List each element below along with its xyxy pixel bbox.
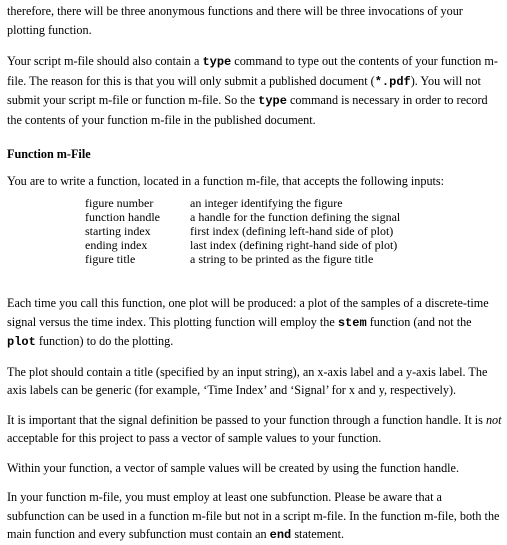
input-desc: last index (defining right-hand side of plot) xyxy=(190,238,398,252)
input-term: starting index xyxy=(85,224,151,238)
code-type-2: type xyxy=(258,94,287,108)
code-end: end xyxy=(269,528,292,542)
inputs-table xyxy=(85,196,400,266)
input-desc: an integer identifying the figure xyxy=(190,196,343,210)
paragraph-sample-vector: Within your function, a vector of sample values will be created by using the function handle. xyxy=(7,460,460,475)
section-heading: Function m-File xyxy=(7,147,91,161)
paragraph-type-command: Your script m-file should also contain a type command to type out the contents of your function m-file. The reason for this is that you will only submit a published document (*.pdf). You will not submit your script m-file or function m-file. So the type command is necessary in order to record the contents of your function m-file in the published document. xyxy=(7,54,498,127)
paragraph-title-labels: The plot should contain a title (specified by an input string), an x-axis label and a y-axis label. The axis labels can be generic (for example, ‘Time Index’ and ‘Signal’ for x and y, respectively). xyxy=(7,364,488,397)
code-stem: stem xyxy=(337,315,367,330)
input-desc: a string to be printed as the figure title xyxy=(190,252,374,266)
input-row xyxy=(85,196,400,210)
input-row xyxy=(85,252,400,266)
paragraph-anonymous-functions: therefore, there will be three anonymous functions and there will be three invocations of your plotting function. xyxy=(7,4,463,37)
code-type: type xyxy=(202,55,232,69)
input-row xyxy=(85,238,400,252)
input-row xyxy=(85,210,400,224)
input-row xyxy=(85,224,400,238)
document-page xyxy=(7,2,502,545)
input-desc: first index (defining left-hand side of plot) xyxy=(190,224,394,238)
code-pdf: *.pdf xyxy=(374,74,411,89)
input-term: figure title xyxy=(85,252,136,266)
input-term: ending index xyxy=(85,238,148,252)
paragraph-subfunction: In your function m-file, you must employ at least one subfunction. Please be aware that a subfunction can be used in a function m-file but not in a script m-file. In the function m-file, both the main function and every subfunction must contain an end statement. xyxy=(7,490,500,542)
input-term: function handle xyxy=(85,210,160,224)
code-plot: plot xyxy=(7,335,36,349)
paragraph-function-handle: It is important that the signal definition be passed to your function through a function handle. It is not acceptable for this project to pass a vector of sample values to your function. xyxy=(7,412,502,445)
input-desc: a handle for the function defining the signal xyxy=(190,210,401,224)
paragraph-stem: Each time you call this function, one plot will be produced: a plot of the samples of a discrete-time signal versus the time index. This plotting function will employ the stem function (and not the plot function) to do the plotting. xyxy=(7,296,489,349)
input-term: figure number xyxy=(85,196,154,210)
paragraph-intro: You are to write a function, located in a function m-file, that accepts the following inputs: xyxy=(7,173,445,188)
